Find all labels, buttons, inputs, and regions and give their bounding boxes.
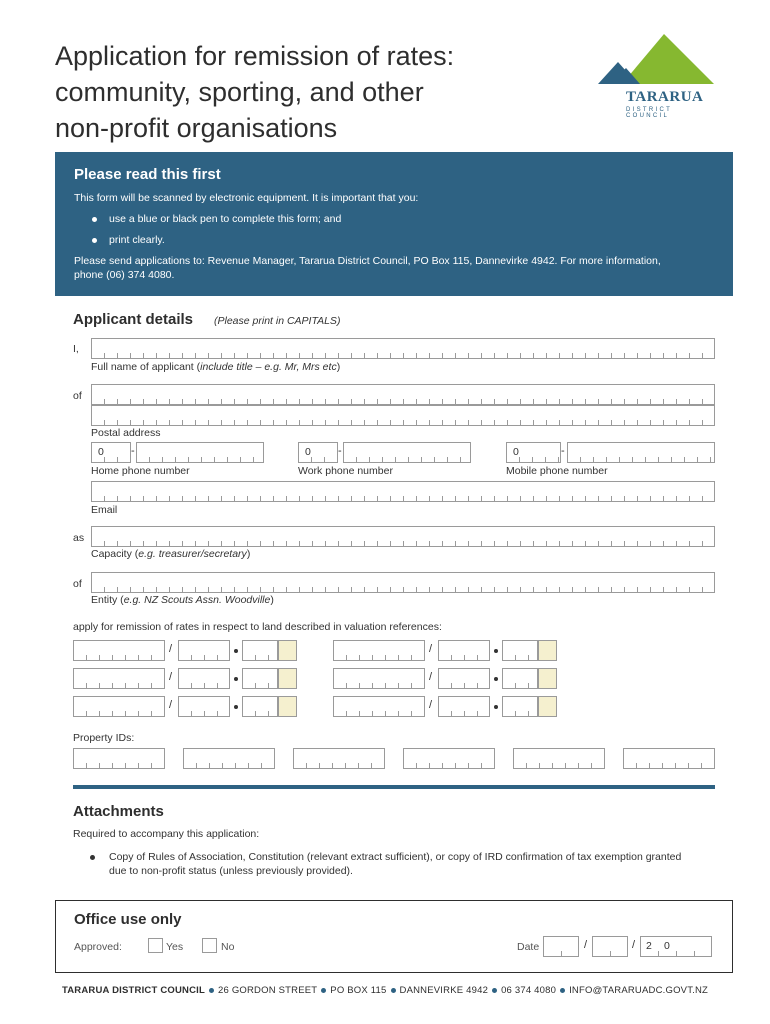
valuation-ref-part-a-6[interactable]: [333, 696, 425, 717]
postal-address-label: Postal address: [91, 427, 161, 439]
postal-address-line-2[interactable]: [91, 405, 715, 426]
footer-address: 26 GORDON STREET: [218, 985, 318, 996]
page-title: [55, 38, 525, 146]
home-phone-prefix[interactable]: [91, 442, 131, 463]
title-line-2: community, sporting, and other: [55, 77, 424, 107]
valuation-ref-part-b-2[interactable]: [438, 640, 490, 661]
valuation-ref-part-a-2[interactable]: [333, 640, 425, 661]
yes-checkbox[interactable]: [148, 938, 163, 953]
prefix-of: of: [73, 390, 82, 402]
info-bullet-text: print clearly.: [109, 234, 165, 246]
property-id-input-3[interactable]: [293, 748, 385, 769]
valuation-ref-suffix-6[interactable]: [538, 696, 557, 717]
valuation-dot-icon: [494, 649, 498, 653]
work-phone-prefix[interactable]: [298, 442, 338, 463]
property-id-input-4[interactable]: [403, 748, 495, 769]
valuation-dot-icon: [494, 705, 498, 709]
mobile-phone-input[interactable]: [567, 442, 715, 463]
property-id-input-6[interactable]: [623, 748, 715, 769]
info-bullet-1: [92, 212, 341, 226]
email-label: Email: [91, 504, 118, 516]
footer-dot-icon: [560, 988, 565, 993]
mobile-phone-prefix[interactable]: [506, 442, 561, 463]
valuation-slash: /: [169, 671, 173, 683]
valuation-ref-part-b-1[interactable]: [178, 640, 230, 661]
valuation-ref-part-c-6[interactable]: [502, 696, 538, 717]
footer-email: INFO@TARARUADC.GOVT.NZ: [569, 985, 709, 996]
office-use-box: [55, 900, 733, 973]
info-send-line-2: phone (06) 374 4080.: [74, 269, 175, 281]
info-bullet-2: [92, 233, 165, 247]
property-id-input-1[interactable]: [73, 748, 165, 769]
section-divider: [73, 785, 715, 789]
home-phone-input[interactable]: [136, 442, 264, 463]
date-label: Date: [517, 941, 540, 953]
footer-town: DANNEVIRKE 4942: [399, 985, 489, 996]
logo-subtitle: DISTRICT COUNCIL: [626, 107, 672, 119]
valuation-ref-part-b-6[interactable]: [438, 696, 490, 717]
dash: -: [338, 445, 342, 457]
postal-address-line-1[interactable]: [91, 384, 715, 405]
work-phone-input[interactable]: [343, 442, 471, 463]
dash: -: [561, 445, 565, 457]
footer-dot-icon: [492, 988, 497, 993]
valuation-ref-suffix-4[interactable]: [538, 668, 557, 689]
date-day-input[interactable]: [543, 936, 579, 957]
valuation-ref-part-b-3[interactable]: [178, 668, 230, 689]
valuation-ref-suffix-3[interactable]: [278, 668, 297, 689]
valuation-ref-part-b-5[interactable]: [178, 696, 230, 717]
valuation-slash: /: [429, 643, 433, 655]
valuation-ref-part-a-5[interactable]: [73, 696, 165, 717]
prefix-i: I,: [73, 343, 79, 355]
mobile-phone-label: Mobile phone number: [506, 465, 608, 477]
info-bullet-text: use a blue or black pen to complete this form; and: [109, 213, 342, 225]
valuation-slash: /: [169, 699, 173, 711]
title-line-3: non-profit organisations: [55, 113, 338, 143]
council-logo: [596, 32, 716, 117]
office-heading: Office use only: [74, 911, 182, 928]
info-send-line-1: Please send applications to: Revenue Manager, Tararua District Council, PO Box 115, Dannevirke 4942. For more information,: [74, 255, 661, 267]
home-phone-label: Home phone number: [91, 465, 190, 477]
property-id-input-5[interactable]: [513, 748, 605, 769]
approved-label: Approved:: [74, 941, 122, 953]
attachments-item-line-2: due to non-profit status (unless previously provided).: [109, 865, 353, 877]
valuation-ref-part-a-1[interactable]: [73, 640, 165, 661]
info-box: [55, 152, 733, 296]
footer-council: TARARUA DISTRICT COUNCIL: [61, 985, 206, 996]
valuation-dot-icon: [234, 649, 238, 653]
valuation-ref-part-b-4[interactable]: [438, 668, 490, 689]
valuation-dot-icon: [494, 677, 498, 681]
valuation-ref-suffix-2[interactable]: [538, 640, 557, 661]
logo-name: TARARUA: [626, 89, 704, 105]
valuation-ref-suffix-1[interactable]: [278, 640, 297, 661]
bullet-icon: [90, 855, 95, 860]
apply-text: apply for remission of rates in respect to land described in valuation references:: [73, 621, 442, 633]
applicant-heading: Applicant details: [73, 311, 194, 328]
valuation-dot-icon: [234, 677, 238, 681]
valuation-ref-part-c-1[interactable]: [242, 640, 278, 661]
valuation-ref-part-a-4[interactable]: [333, 668, 425, 689]
footer-phone: 06 374 4080: [501, 985, 557, 996]
entity-label: Entity (e.g. NZ Scouts Assn. Woodville): [91, 594, 274, 606]
valuation-ref-suffix-5[interactable]: [278, 696, 297, 717]
attachments-item: [90, 850, 681, 878]
property-id-input-2[interactable]: [183, 748, 275, 769]
date-slash: /: [632, 939, 636, 951]
property-ids-label: Property IDs:: [73, 732, 135, 744]
valuation-slash: /: [429, 671, 433, 683]
footer-dot-icon: [209, 988, 214, 993]
valuation-dot-icon: [234, 705, 238, 709]
applicant-heading-hint: (Please print in CAPITALS): [214, 315, 341, 327]
valuation-ref-part-a-3[interactable]: [73, 668, 165, 689]
entity-input[interactable]: [91, 572, 715, 593]
work-phone-label: Work phone number: [298, 465, 393, 477]
valuation-ref-part-c-4[interactable]: [502, 668, 538, 689]
mountain-logo-icon: [596, 32, 716, 92]
date-slash: /: [584, 939, 588, 951]
capacity-input[interactable]: [91, 526, 715, 547]
prefix-value: 0: [305, 446, 311, 458]
footer-dot-icon: [321, 988, 326, 993]
full-name-label: Full name of applicant (include title – e.g. Mr, Mrs etc): [91, 361, 341, 373]
email-input[interactable]: [91, 481, 715, 502]
info-intro: This form will be scanned by electronic equipment. It is important that you:: [74, 192, 419, 204]
attachments-item-line-1: Copy of Rules of Association, Constitution (relevant extract sufficient), or copy of IRD confirmation of tax exemption granted: [109, 851, 682, 863]
attachments-heading: Attachments: [73, 803, 164, 820]
full-name-input[interactable]: [91, 338, 715, 359]
valuation-ref-part-c-5[interactable]: [242, 696, 278, 717]
footer-dot-icon: [391, 988, 396, 993]
title-line-1: Application for remission of rates:: [55, 41, 455, 71]
date-month-input[interactable]: [592, 936, 628, 957]
bullet-icon: [92, 217, 97, 222]
capacity-label: Capacity (e.g. treasurer/secretary): [91, 548, 251, 560]
valuation-slash: /: [169, 643, 173, 655]
no-checkbox[interactable]: [202, 938, 217, 953]
footer-po-box: PO BOX 115: [330, 985, 387, 996]
info-heading: Please read this first: [74, 166, 221, 183]
valuation-ref-part-c-2[interactable]: [502, 640, 538, 661]
bullet-icon: [92, 238, 97, 243]
prefix-value: 0: [98, 446, 104, 458]
attachments-required: Required to accompany this application:: [73, 828, 260, 840]
date-year-input[interactable]: [640, 936, 712, 957]
no-label: No: [221, 941, 235, 953]
yes-label: Yes: [166, 941, 184, 953]
year-digit-0: 0: [664, 940, 670, 952]
valuation-slash: /: [429, 699, 433, 711]
valuation-ref-part-c-3[interactable]: [242, 668, 278, 689]
prefix-of-2: of: [73, 578, 82, 590]
prefix-as: as: [73, 532, 85, 544]
prefix-value: 0: [513, 446, 519, 458]
dash: -: [131, 445, 135, 457]
footer: [0, 985, 770, 996]
year-digit-2: 2: [646, 940, 652, 952]
